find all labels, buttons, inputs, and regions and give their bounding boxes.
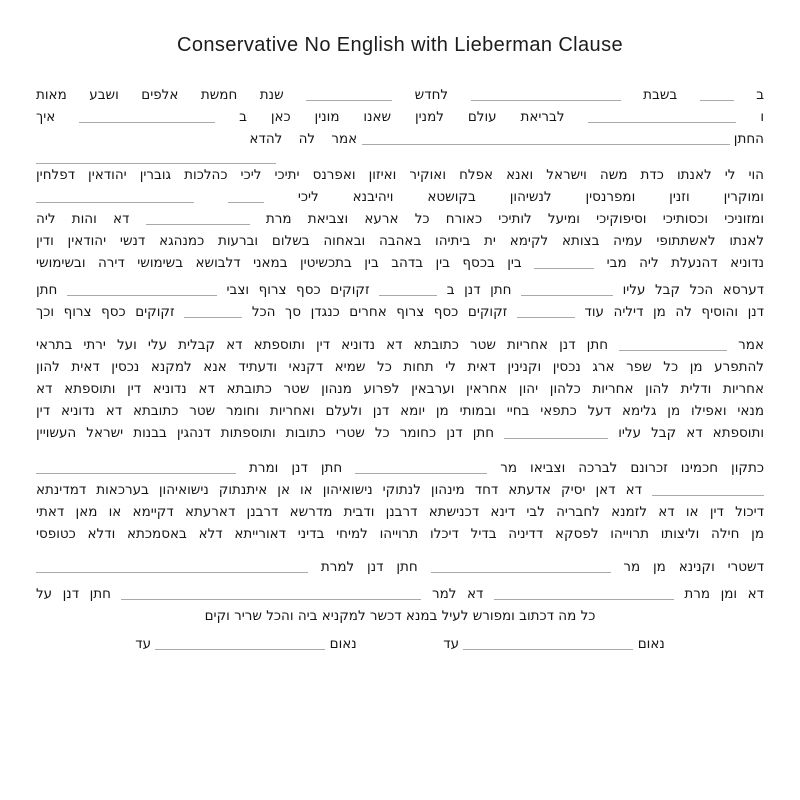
ketubah-line (36, 301, 764, 323)
ketubah-line (36, 334, 764, 356)
aramaic-text-segment: חתן דנן אחריות שטר כתובתא דא נדוניא דין ותוספתא דא קבלית עלי ועל ירתי בתראי (36, 337, 609, 353)
aramaic-text-segment: אמר (738, 337, 764, 353)
aramaic-text-segment: בשבת (643, 87, 678, 103)
aramaic-text-segment: מנאי ואפילו מן גלימא דעל כתפאי בחיי ובמותי מן יומא דנן ולעלם ואחריות וחומר שטר כתובתא דא נדוניא דין (36, 403, 764, 419)
aramaic-text-segment: דא למר (432, 586, 484, 602)
ketubah-line (36, 501, 764, 523)
fill-in-blank (521, 282, 613, 296)
aramaic-text-segment: ומזוניכי וכסותיכי וסיפוקיכי ומיעל לותיכי כאורח כל ארעא וצביאת מרת (265, 211, 765, 227)
fill-in-blank (36, 189, 194, 203)
aramaic-text-segment: דנן והוסיף לה מן דיליה עוד (584, 304, 765, 320)
fill-in-blank (517, 304, 575, 318)
aramaic-text-segment: ב (756, 87, 765, 103)
ketubah-line (36, 605, 764, 627)
ketubah-line (36, 457, 764, 479)
fill-in-blank (494, 586, 674, 600)
fill-in-blank (121, 586, 421, 600)
fill-in-blank (228, 189, 264, 203)
fill-in-blank (700, 87, 734, 101)
aramaic-text-segment: עד (135, 636, 152, 652)
ketubah-line (36, 84, 764, 106)
aramaic-text-segment: נאום (329, 636, 357, 652)
ketubah-line (36, 106, 764, 128)
aramaic-text-segment: חתן דנן על (36, 586, 111, 602)
aramaic-text-segment: זקוקים כסף צרוף אחרים כנגדן סך הכל (251, 304, 508, 320)
ketubah-line (36, 164, 764, 186)
ketubah-line (36, 252, 764, 274)
fill-in-blank (184, 304, 242, 318)
fill-in-blank (619, 337, 727, 351)
fill-in-blank (463, 636, 633, 650)
aramaic-text-segment: ו (760, 109, 764, 125)
ketubah-line (36, 479, 764, 501)
fill-in-blank (155, 636, 325, 650)
aramaic-text-segment: לחדש (414, 87, 449, 103)
fill-in-blank (67, 282, 217, 296)
aramaic-text-segment: שנת חמשת אלפים ושבע מאות (36, 87, 284, 103)
aramaic-text-segment: נדוניא דהנעלת ליה מבי (606, 255, 765, 271)
fill-in-blank (36, 460, 236, 474)
fill-in-blank (79, 109, 215, 123)
fill-in-blank (534, 255, 594, 269)
ketubah-line (36, 583, 764, 605)
aramaic-text-segment: בין בכסף בין בדהב בין בתכשיטין במאני דלבושא בשימושי דירה ובשימושי (36, 255, 522, 271)
aramaic-text-segment: לבריאת עולם למנין שאנו מונין כאן ב (239, 109, 565, 125)
aramaic-text-segment: דיכול דין או דא לזמנא לחבריה לבי דינא דכנישתא דרבנן ודבית מדרשא דרבנן דארעתא דקיימא או מאן דאתי (36, 504, 764, 520)
fill-in-blank (355, 460, 487, 474)
aramaic-text-segment: החתן (733, 131, 764, 147)
fill-in-blank (652, 482, 764, 496)
fill-in-blank (588, 109, 736, 123)
aramaic-text-segment: אמר לה להדא (249, 131, 358, 147)
aramaic-text-segment: חתן דנן ב (446, 282, 512, 298)
page-title: Conservative No English with Lieberman Clause (177, 34, 623, 56)
aramaic-text-segment: נאום (637, 636, 665, 652)
aramaic-text-segment: עד (443, 636, 460, 652)
fill-in-blank (504, 425, 608, 439)
fill-in-blank (471, 87, 621, 101)
aramaic-text-segment: זקוקים כסף צרוף וצבי (226, 282, 370, 298)
aramaic-text-segment: כל מה דכתוב ומפורש לעיל במנא דכשר למקניא ביה והכל שריר וקים (204, 608, 596, 624)
aramaic-text-segment: אחריות ודלית להון אחריות כלהון יהון אחראין וערבאין לפרוע מנהון שטר כתובתא דא נדוניא דין ותוספתא דא (36, 381, 764, 397)
aramaic-text-segment: חתן דנן ומרת (249, 460, 343, 476)
ketubah-line (36, 378, 764, 400)
ketubah-line (36, 356, 764, 378)
aramaic-text-segment: הוי לי לאנתו כדת משה וישראל ואנא אפלח ואוקיר ואיזון ואפרנס יתיכי ליכי כהלכות גוברין יהודאין דפלחין (36, 167, 764, 183)
aramaic-text-segment: זקוקים כסף צרוף וכך (36, 304, 175, 320)
fill-in-blank (431, 559, 611, 573)
ketubah-line (36, 422, 764, 444)
ketubah-line (36, 633, 764, 655)
fill-in-blank (306, 87, 392, 101)
aramaic-text-segment: דא ומן מרת (684, 586, 765, 602)
aramaic-text-segment: חתן (36, 282, 58, 298)
aramaic-text-segment: חתן דנן כחומר כל שטרי כתובות ותוספתות דנהגין בבנות ישראל העשויין (36, 425, 495, 441)
ketubah-line (36, 556, 764, 578)
aramaic-text-segment: חתן דנן למרת (320, 559, 418, 575)
aramaic-text-segment: דערסא הכל קבל עליו (622, 282, 765, 298)
aramaic-text-segment: דא דאן יסיק אדעתא דחד מינהון לנתוקי נישואיהון או אן איתנתוק נישואיהון בערכאות דמדינתא (36, 482, 642, 498)
aramaic-text-segment: איך (36, 109, 56, 125)
aramaic-text-segment: מן חילה וליצותו תרוייהו לפסקא דדיניה בדיל דיכלו תרוייהו למיחי בדיני דאורייתא דלא באסמכתא ודלא כטופסי (36, 526, 764, 542)
ketubah-line (36, 230, 764, 252)
ketubah-line (36, 186, 764, 208)
aramaic-text-segment: לאנתו לאשתתופי עמיה בצותא לקימא ית ביתיהו באהבה ובאחוה בשלום וברעות כמנהגא דנשי יהודאין ודין (36, 233, 764, 249)
ketubah-line (36, 279, 764, 301)
aramaic-text-segment: להתפרע מן כל שפר ארג נכסין וקנינין דאית לי תחות כל שמיא דקנאי ודעתיד אנא למקנא נכסין דאית להון (36, 359, 764, 375)
ketubah-document-body (36, 84, 764, 655)
fill-in-blank (146, 211, 250, 225)
spacer (361, 647, 439, 648)
fill-in-blank (362, 131, 730, 145)
aramaic-text-segment: כתקון חכמינו זכרונם לברכה וצביאו מר (500, 460, 764, 476)
ketubah-line (36, 523, 764, 545)
fill-in-blank (379, 282, 437, 296)
aramaic-text-segment: ותוספתא דא קבל עליו (618, 425, 764, 441)
fill-in-blank (36, 559, 308, 573)
aramaic-text-segment: דשטרי וקנינא מן מר (623, 559, 764, 575)
ketubah-line (36, 400, 764, 422)
fill-in-blank (36, 150, 276, 164)
ketubah-line (36, 208, 764, 230)
aramaic-text-segment: דא והות ליה (36, 211, 130, 227)
aramaic-text-segment: ומוקרין וזנין ומפרנסין לנשיהון בקושטא ויהיבנא ליכי (297, 189, 764, 205)
